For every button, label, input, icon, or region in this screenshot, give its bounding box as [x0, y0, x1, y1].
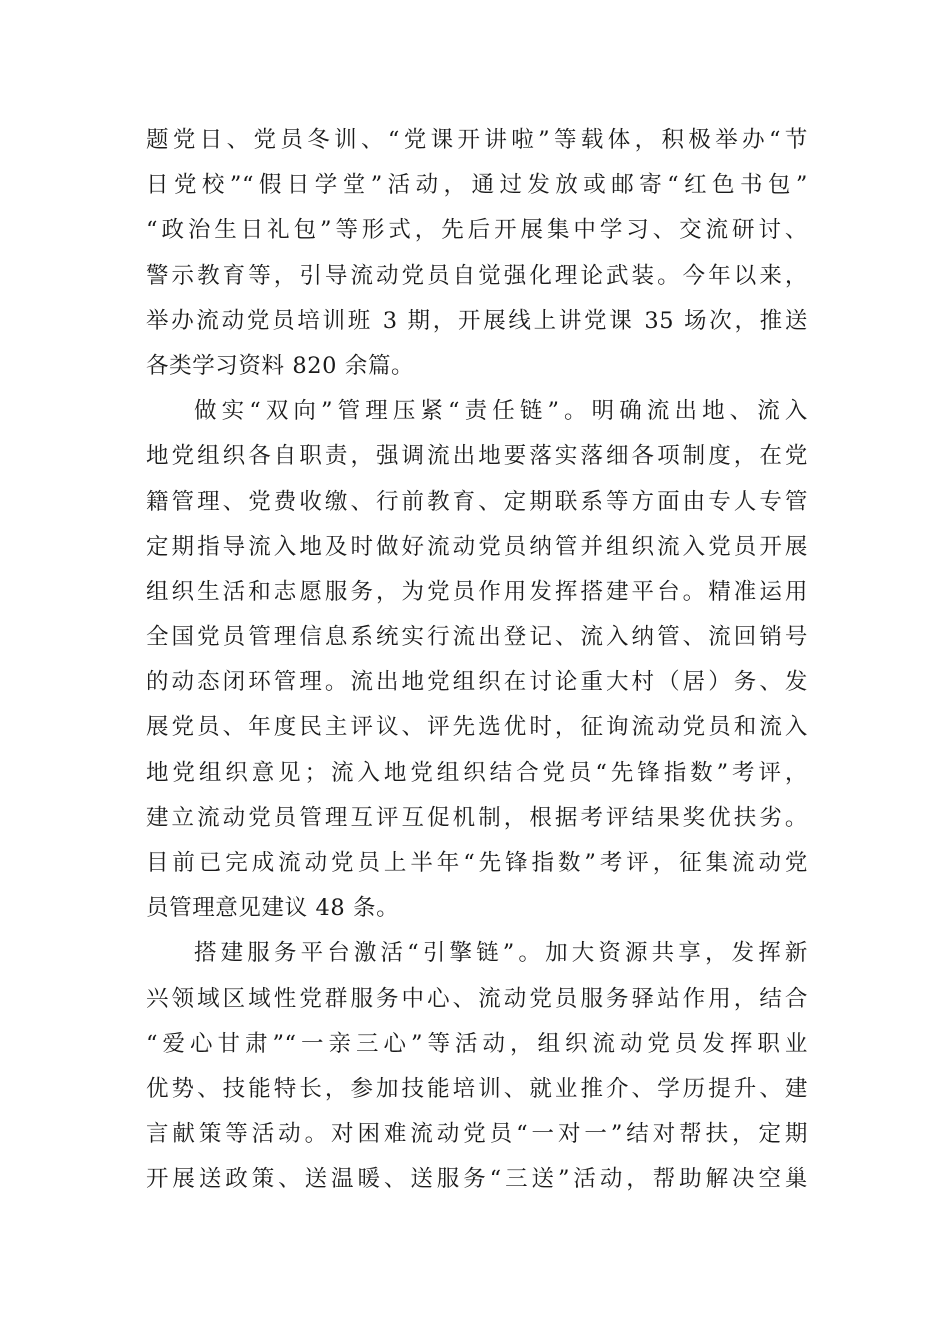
paragraph-management: [146, 389, 808, 931]
text-line: 定期指导流入地及时做好流动党员纳管并组织流入党员开展: [146, 533, 808, 560]
body-text: [146, 118, 808, 1203]
text-line: 籍管理、党费收缴、行前教育、定期联系等方面由专人专管: [146, 488, 808, 515]
text-line: 地党组织意见；流入地党组织结合党员“先锋指数”考评，: [146, 759, 808, 786]
text-line: 地党组织各自职责，强调流出地要落实落细各项制度，在党: [146, 443, 808, 470]
text-line: 建立流动党员管理互评互促机制，根据考评结果奖优扶劣。: [146, 804, 808, 831]
paragraph-service: [146, 931, 808, 1202]
text-line: 展党员、年度民主评议、评先选优时，征询流动党员和流入: [146, 714, 808, 741]
text-line: 日党校”“假日学堂”活动，通过发放或邮寄“红色书包”: [146, 172, 808, 199]
text-line: 兴领域区域性党群服务中心、流动党员服务驿站作用，结合: [146, 985, 808, 1012]
text-line: “政治生日礼包”等形式，先后开展集中学习、交流研讨、: [146, 217, 808, 244]
text-line: 目前已完成流动党员上半年“先锋指数”考评，征集流动党: [146, 850, 808, 876]
text-line: 举办流动党员培训班 3 期，开展线上讲党课 35 场次，推送: [146, 307, 808, 334]
text-line: 全国党员管理信息系统实行流出登记、流入纳管、流回销号: [146, 624, 808, 651]
text-line: 警示教育等，引导流动党员自觉强化理论武装。今年以来，: [146, 262, 808, 289]
paragraph-study: [146, 118, 808, 389]
text-line: 优势、技能特长，参加技能培训、就业推介、学历提升、建: [146, 1075, 808, 1102]
text-line: 题党日、党员冬训、“党课开讲啦”等载体，积极举办“节: [146, 127, 808, 153]
text-line: 做实“双向”管理压紧“责任链”。明确流出地、流入: [194, 398, 808, 425]
text-line: 开展送政策、送温暖、送服务“三送”活动，帮助解决空巢: [146, 1166, 808, 1193]
text-line: “爱心甘肃”“一亲三心”等活动，组织流动党员发挥职业: [146, 1030, 808, 1057]
text-line: 搭建服务平台激活“引擎链”。加大资源共享，发挥新: [194, 940, 808, 967]
text-line: 员管理意见建议 48 条。: [146, 895, 400, 922]
text-line: 组织生活和志愿服务，为党员作用发挥搭建平台。精准运用: [146, 578, 808, 605]
text-line: 各类学习资料 820 余篇。: [146, 352, 415, 379]
text-line: 言献策等活动。对困难流动党员“一对一”结对帮扶，定期: [146, 1121, 808, 1148]
text-line: 的动态闭环管理。流出地党组织在讨论重大村（居）务、发: [146, 669, 808, 696]
